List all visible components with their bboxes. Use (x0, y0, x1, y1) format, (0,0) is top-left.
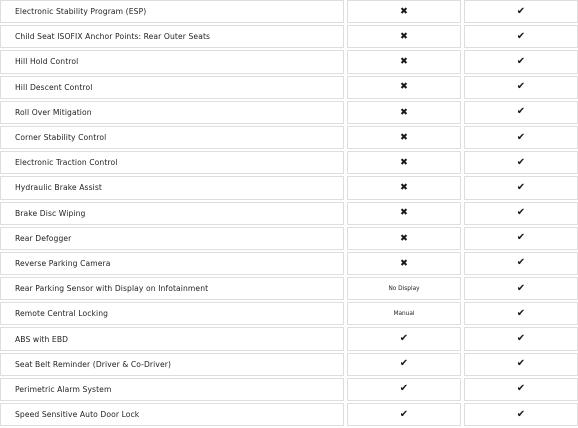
feature-name-cell (0, 277, 344, 300)
table-row (0, 353, 578, 376)
check-icon: ✔ (516, 207, 526, 219)
feature-name: Seat Belt Reminder (Driver & Co-Driver) (15, 359, 172, 369)
check-icon: ✔ (516, 156, 526, 168)
feature-name: Remote Central Locking (15, 309, 109, 319)
table-row (0, 378, 578, 401)
feature-name-cell (0, 0, 344, 23)
variant-b-cell (464, 353, 578, 376)
variant-b-cell (464, 76, 578, 99)
table-row (0, 202, 578, 225)
check-icon: ✔ (516, 106, 526, 118)
variant-b-cell (464, 176, 578, 199)
feature-name: Rear Parking Sensor with Display on Infotainment (15, 284, 209, 294)
variant-a-cell (347, 302, 461, 325)
variant-b-cell (464, 0, 578, 23)
feature-name: ABS with EBD (15, 334, 69, 344)
check-icon: ✔ (516, 383, 526, 395)
check-icon: ✔ (516, 5, 526, 17)
check-icon: ✔ (516, 358, 526, 370)
feature-name: Corner Stability Control (15, 133, 107, 143)
feature-name-cell (0, 76, 344, 99)
cross-icon: ✖ (400, 106, 408, 118)
table-row (0, 0, 578, 23)
variant-a-cell (347, 151, 461, 174)
check-icon: ✔ (399, 383, 409, 395)
feature-name-cell (0, 227, 344, 250)
table-row (0, 327, 578, 350)
variant-a-cell (347, 202, 461, 225)
table-row (0, 50, 578, 73)
check-icon: ✔ (516, 81, 526, 93)
feature-name: Child Seat ISOFIX Anchor Points: Rear Outer Seats (15, 32, 211, 42)
variant-b-cell (464, 252, 578, 275)
feature-name: Electronic Stability Program (ESP) (15, 7, 147, 17)
variant-a-cell (347, 126, 461, 149)
variant-a-cell (347, 50, 461, 73)
table-row (0, 76, 578, 99)
variant-b-cell (464, 101, 578, 124)
check-icon: ✔ (399, 358, 409, 370)
feature-name: Speed Sensitive Auto Door Lock (15, 410, 140, 420)
value-text: Manual (393, 310, 415, 317)
table-row (0, 403, 578, 426)
feature-name: Reverse Parking Camera (15, 258, 111, 268)
variant-a-cell (347, 327, 461, 350)
variant-a-cell (347, 378, 461, 401)
table-row (0, 126, 578, 149)
check-icon: ✔ (516, 131, 526, 143)
feature-name-cell (0, 151, 344, 174)
table-row (0, 25, 578, 48)
variant-b-cell (464, 227, 578, 250)
cross-icon: ✖ (400, 5, 408, 17)
feature-name: Hill Descent Control (15, 82, 93, 92)
table-row (0, 277, 578, 300)
cross-icon: ✖ (400, 156, 408, 168)
check-icon: ✔ (516, 55, 526, 67)
feature-name: Brake Disc Wiping (15, 208, 86, 218)
check-icon: ✔ (516, 333, 526, 345)
feature-name: Hydraulic Brake Assist (15, 183, 102, 193)
feature-name-cell (0, 353, 344, 376)
table-row (0, 176, 578, 199)
check-icon: ✔ (516, 408, 526, 420)
feature-name: Electronic Traction Control (15, 158, 118, 168)
cross-icon: ✖ (400, 56, 408, 68)
variant-b-cell (464, 403, 578, 426)
feature-name: Rear Defogger (15, 233, 72, 243)
variant-b-cell (464, 327, 578, 350)
feature-name: Perimetric Alarm System (15, 384, 112, 394)
feature-name-cell (0, 126, 344, 149)
variant-b-cell (464, 25, 578, 48)
feature-name-cell (0, 302, 344, 325)
table-row (0, 227, 578, 250)
feature-name-cell (0, 202, 344, 225)
feature-name-cell (0, 252, 344, 275)
table-row (0, 302, 578, 325)
cross-icon: ✖ (400, 182, 408, 194)
cross-icon: ✖ (400, 131, 408, 143)
variant-b-cell (464, 302, 578, 325)
feature-name-cell (0, 25, 344, 48)
check-icon: ✔ (516, 257, 526, 269)
variant-a-cell (347, 176, 461, 199)
check-icon: ✔ (516, 232, 526, 244)
variant-b-cell (464, 50, 578, 73)
cross-icon: ✖ (400, 81, 408, 93)
variant-a-cell (347, 403, 461, 426)
check-icon: ✔ (516, 282, 526, 294)
feature-name-cell (0, 327, 344, 350)
variant-a-cell (347, 227, 461, 250)
variant-a-cell (347, 277, 461, 300)
cross-icon: ✖ (400, 232, 408, 244)
check-icon: ✔ (399, 333, 409, 345)
cross-icon: ✖ (400, 257, 408, 269)
variant-a-cell (347, 76, 461, 99)
variant-b-cell (464, 277, 578, 300)
feature-name-cell (0, 176, 344, 199)
variant-b-cell (464, 378, 578, 401)
variant-a-cell (347, 0, 461, 23)
table-row (0, 151, 578, 174)
table-row (0, 252, 578, 275)
cross-icon: ✖ (400, 207, 408, 219)
variant-b-cell (464, 151, 578, 174)
feature-name-cell (0, 50, 344, 73)
feature-name-cell (0, 403, 344, 426)
variant-a-cell (347, 25, 461, 48)
value-text: No Display (388, 285, 420, 292)
variant-a-cell (347, 353, 461, 376)
check-icon: ✔ (399, 408, 409, 420)
check-icon: ✔ (516, 181, 526, 193)
table-row (0, 101, 578, 124)
feature-name: Hill Hold Control (15, 57, 79, 67)
variant-a-cell (347, 101, 461, 124)
variant-a-cell (347, 252, 461, 275)
feature-name: Roll Over Mitigation (15, 107, 92, 117)
cross-icon: ✖ (400, 31, 408, 43)
feature-name-cell (0, 101, 344, 124)
variant-b-cell (464, 126, 578, 149)
variant-b-cell (464, 202, 578, 225)
feature-name-cell (0, 378, 344, 401)
check-icon: ✔ (516, 307, 526, 319)
check-icon: ✔ (516, 30, 526, 42)
